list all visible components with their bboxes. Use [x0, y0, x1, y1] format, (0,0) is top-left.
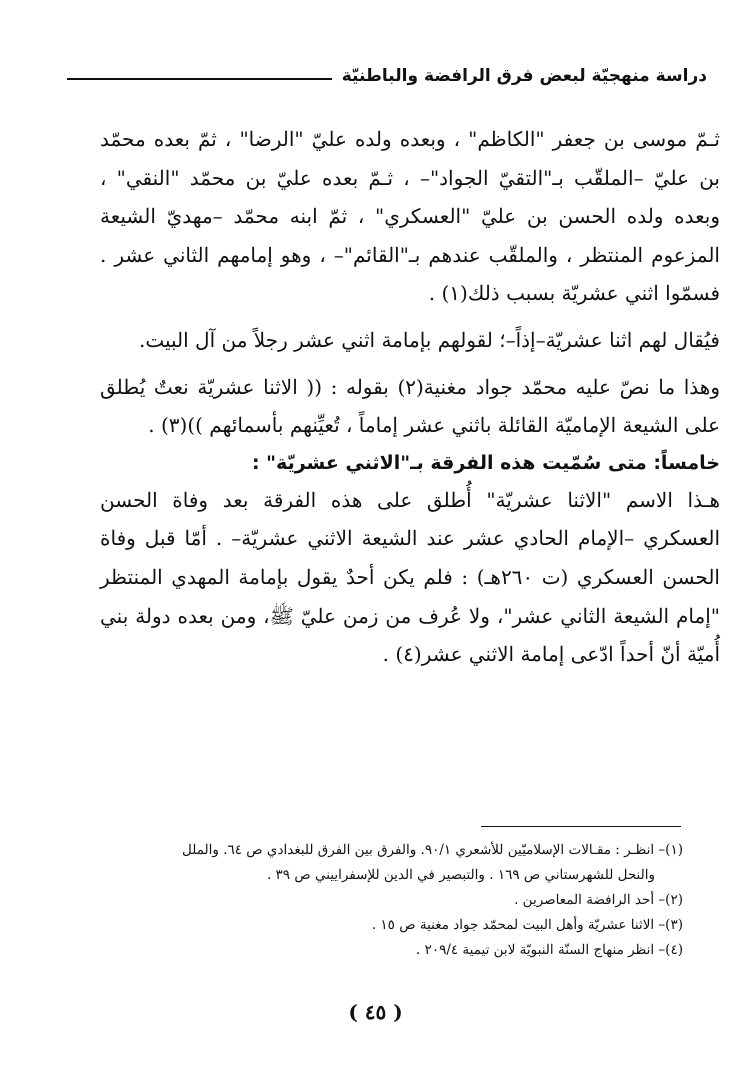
header-title: دراسة منهجيّة لبعض فرق الرافضة والباطنيّة — [341, 66, 707, 86]
paragraph-4: هـذا الاسم "الاثنا عشريّة" أُطلق على هذه الفرقة بعد وفاة الحسن العسكري –الإمام الحادي عشر عند الشيعة الاثني عشريّة– . أمّا قبل وفاة الحسن العسكري (ت ٢٦٠هـ) : فلم يكن أحدٌ يقول بإمامة المهدي المنتظر "إمام الشيعة الثاني عشر"، ولا عُرف من زمن عليّ ﷺ، ومن بعده دولة بني أُميّة أنّ أحداً ادّعى إمامة الاثني عشر(٤) . — [100, 487, 720, 667]
page-number: ( ٤٥ ) — [348, 1000, 403, 1024]
running-header — [67, 54, 707, 90]
footnote-4: (٤)– انظر منهاج السنّة النبويّة لابن تيمية ٢٠٩/٤ . — [415, 942, 683, 958]
paragraph-1: ثـمّ موسى بن جعفر "الكاظم" ، وبعده ولده عليّ "الرضا" ، ثمّ بعده محمّد بن عليّ –الملقّب بـ"التقيّ الجواد"– ، ثـمّ بعده عليّ بن محمّد "النقي" ، وبعده ولده الحسن بن عليّ "العسكري" ، ثمّ ابنه محمّد –مهديّ الشيعة المزعوم المنتظر ، والملقّب عندهم بـ"القائم"– ، وهو إمامهم الثاني عشر . فسمّوا اثني عشريّة بسبب ذلك(١) . — [100, 127, 720, 306]
footnote-3: (٣)– الاثنا عشريّة وأهل البيت لمحمّد جواد مغنية ص ١٥ . — [371, 917, 683, 933]
paragraph-2: فيُقال لهم اثنا عشريّة–إذاً–؛ لقولهم بإمامة اثني عشر رجلاً من آل البيت. — [138, 327, 720, 352]
paragraph-3: وهذا ما نصّ عليه محمّد جواد مغنية(٢) بقوله : (( الاثنا عشريّة نعتٌ يُطلق على الشيعة الإماميّة القائلة باثني عشر إماماً ، تُعيِّنهم بأسمائهم ))(٣) . — [100, 374, 720, 438]
main-text — [100, 120, 720, 674]
footnotes — [63, 838, 683, 963]
footnote-separator — [481, 826, 681, 827]
footnote-2: (٢)– أحد الرافضة المعاصرين . — [514, 892, 683, 908]
header-rule — [67, 78, 332, 80]
footnote-1-continued: والنحل للشهرستاني ص ١٦٩ . والتبصير في الدين للإسفراييني ص ٣٩ . — [266, 867, 655, 883]
section-heading: خامساً: متى سُمّيت هذه الفرقة بـ"الاثني عشريّة" : — [251, 451, 720, 474]
footnote-1: (١)– انظـر : مقـالات الإسلاميّين للأشعري ٩٠/١. والفرق بين الفرق للبغدادي ص ٦٤. والملل — [182, 842, 683, 858]
